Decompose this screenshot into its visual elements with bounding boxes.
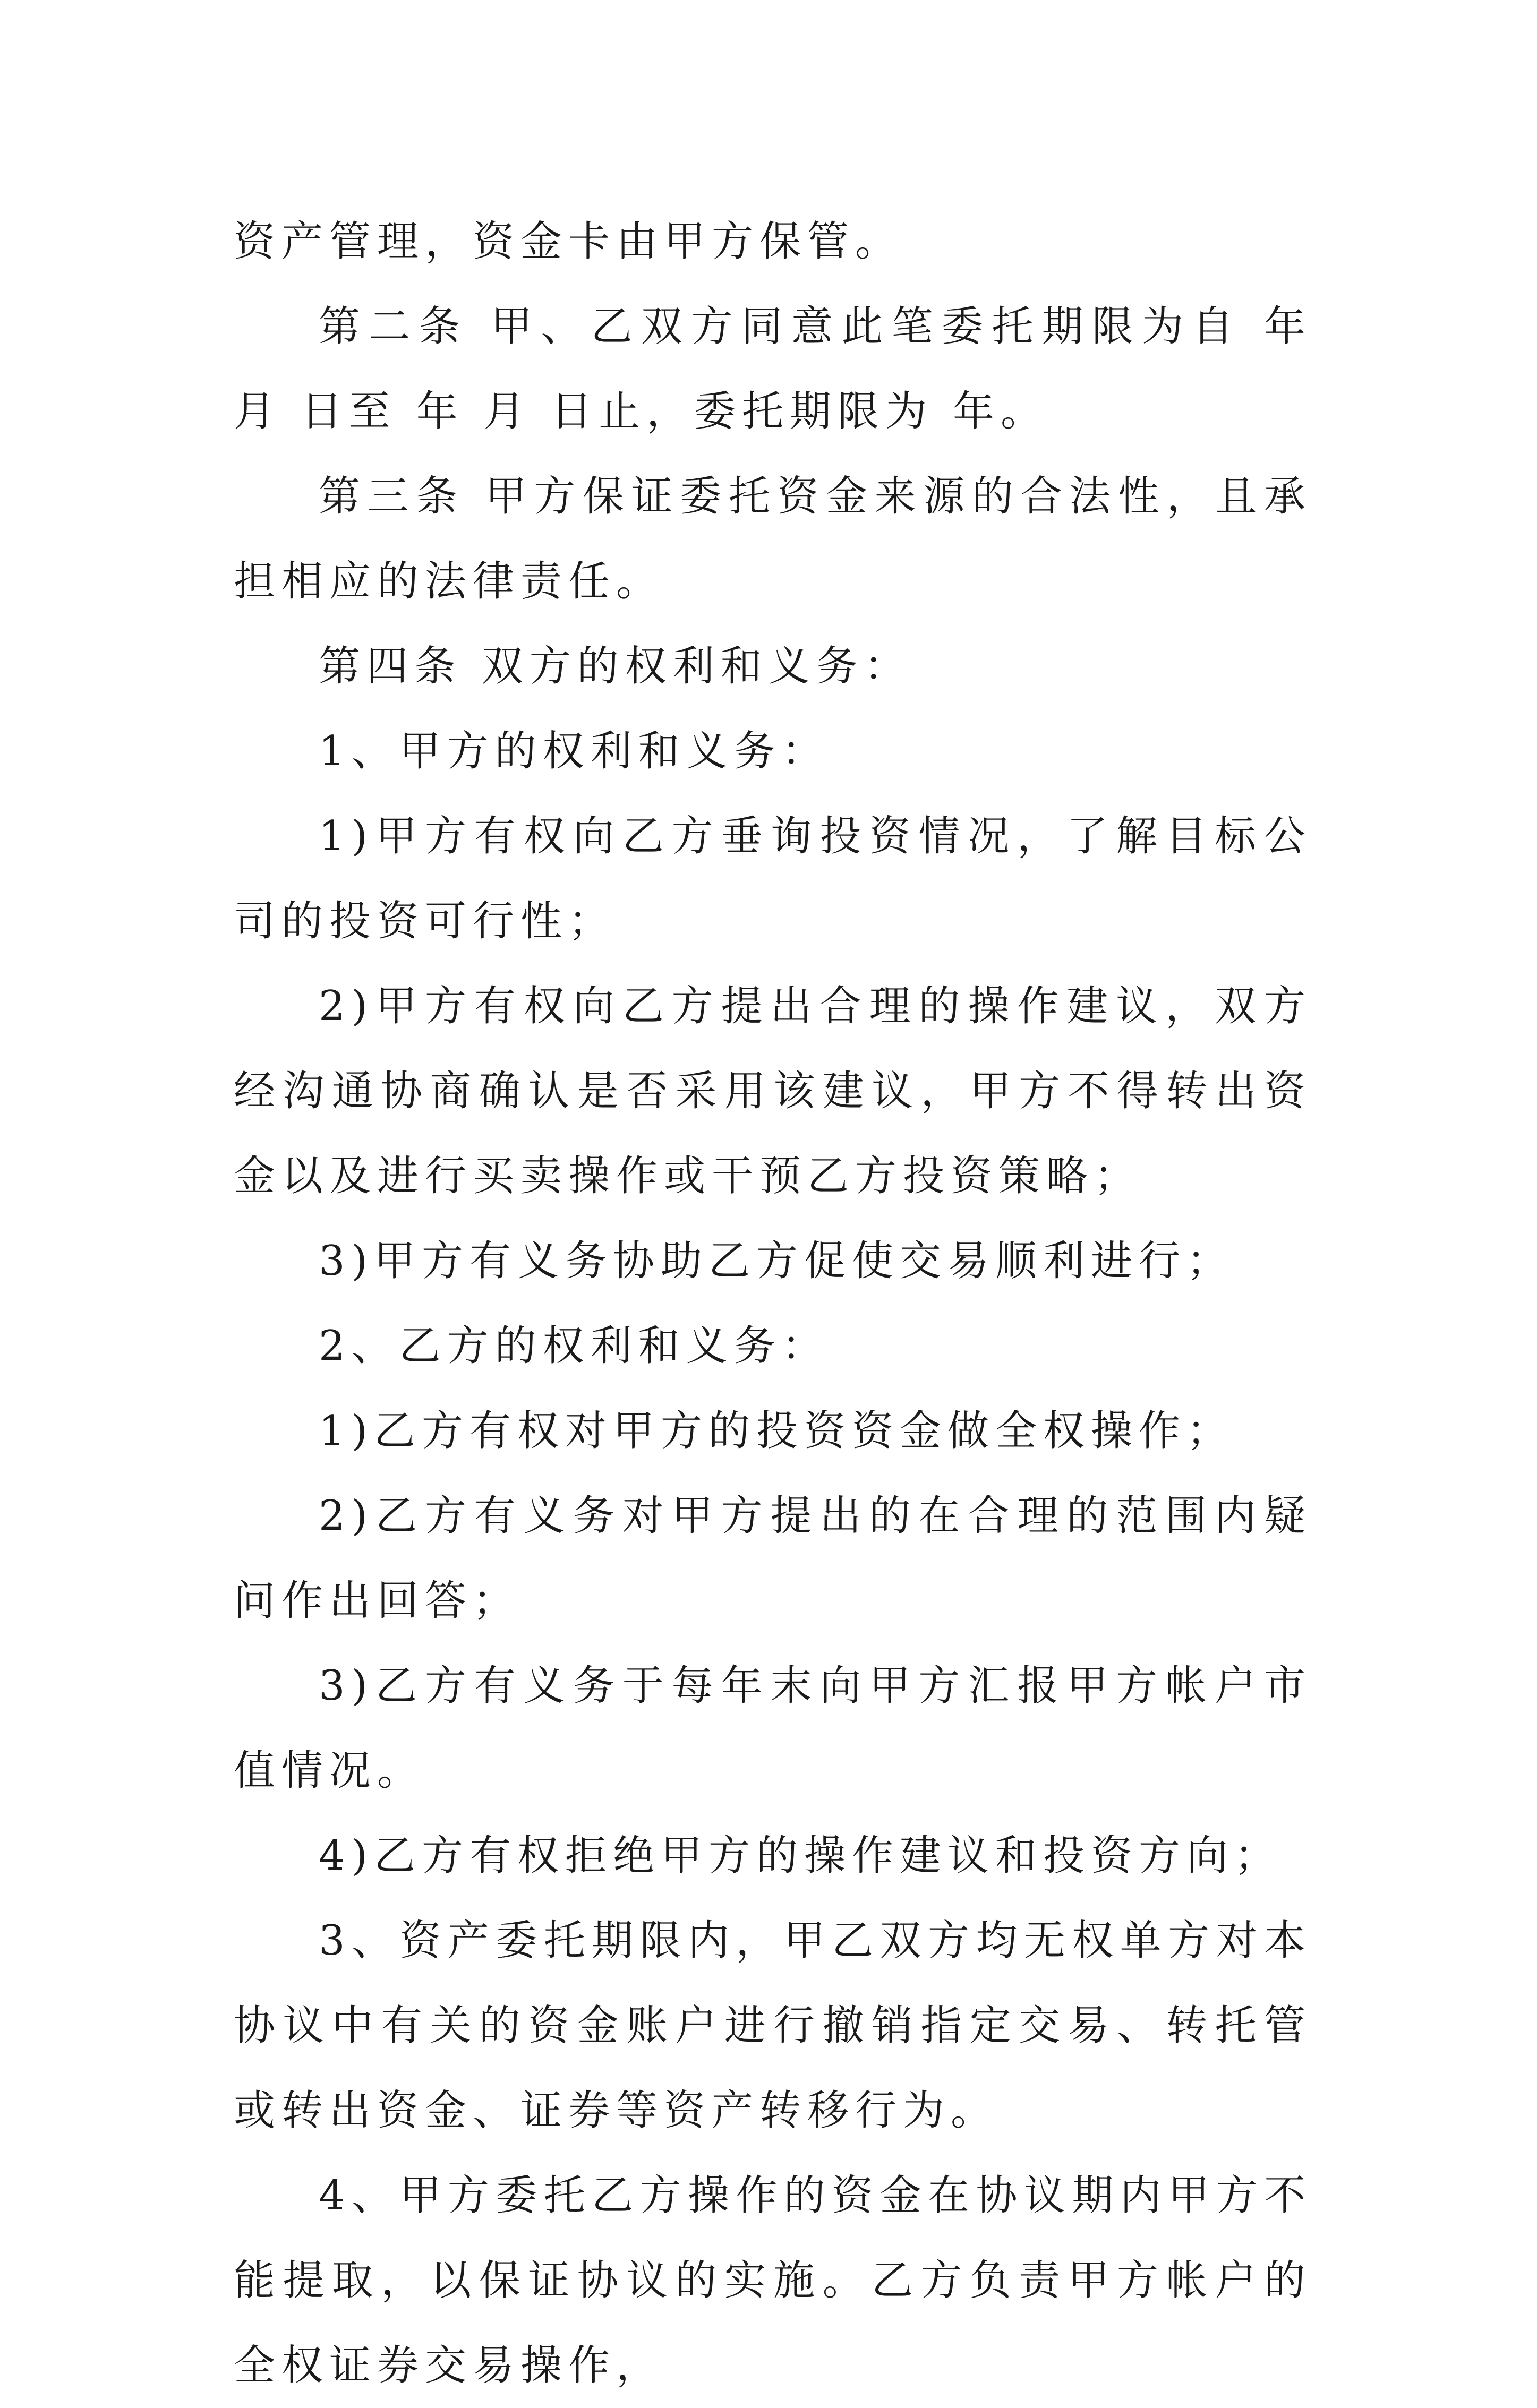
paragraph-article-2: 第二条 甲、乙双方同意此笔委托期限为自 年 月 日至 年 月 日止，委托期限为 年。 <box>234 303 1312 435</box>
paragraph-item-2-4: 4)乙方有权拒绝甲方的操作建议和投资方向； <box>319 1832 1283 1880</box>
paragraph-item-1-1: 1)甲方有权向乙方垂询投资情况，了解目标公司的投资可行性； <box>234 812 1312 945</box>
document-body <box>234 199 1312 2408</box>
paragraph-article-4: 第四条 双方的权利和义务： <box>319 642 912 690</box>
paragraph-section-1: 1、甲方的权利和义务： <box>319 727 830 775</box>
paragraph-section-4: 4、甲方委托乙方操作的资金在协议期内甲方不能提取，以保证协议的实施。乙方负责甲方帐户的全权证券交易操作， <box>234 2172 1312 2389</box>
paragraph-item-2-3: 3)乙方有义务于每年末向甲方汇报甲方帐户市值情况。 <box>234 1662 1312 1795</box>
paragraph-section-3: 3、资产委托期限内，甲乙双方均无权单方对本协议中有关的资金账户进行撤销指定交易、转托管或转出资金、证券等资产转移行为。 <box>234 1917 1312 2135</box>
paragraph-item-1-3: 3)甲方有义务协助乙方促使交易顺利进行； <box>319 1237 1235 1285</box>
paragraph-item-2-2: 2)乙方有义务对甲方提出的在合理的范围内疑问作出回答； <box>234 1492 1312 1625</box>
paragraph-item-2-1: 1)乙方有权对甲方的投资资金做全权操作； <box>319 1407 1235 1455</box>
paragraph-section-2: 2、乙方的权利和义务： <box>319 1322 830 1370</box>
paragraph-continuation: 资产管理，资金卡由甲方保管。 <box>234 218 903 265</box>
paragraph-article-3: 第三条 甲方保证委托资金来源的合法性，且承担相应的法律责任。 <box>234 473 1312 605</box>
paragraph-item-1-2: 2)甲方有权向乙方提出合理的操作建议，双方经沟通协商确认是否采用该建议，甲方不得转出资金以及进行买卖操作或干预乙方投资策略； <box>234 982 1312 1200</box>
